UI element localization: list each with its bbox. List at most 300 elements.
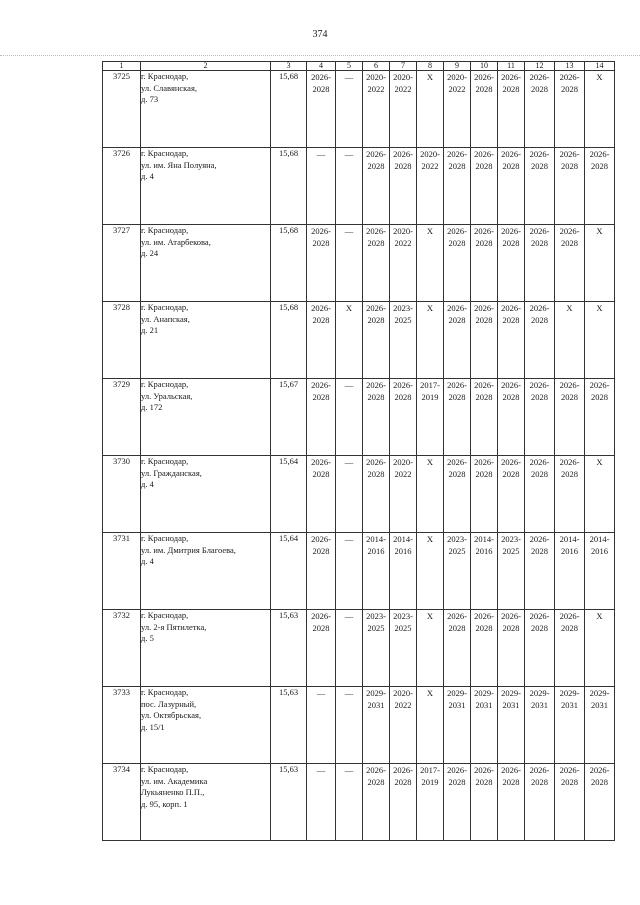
period-end: 2028: [475, 315, 493, 325]
period-start: 2026-: [311, 380, 331, 390]
period-cell: [417, 148, 444, 225]
period-cell: [471, 687, 498, 764]
period-start: 2026-: [501, 72, 521, 82]
address-line: г. Краснодар,: [141, 687, 189, 697]
table-row: [103, 764, 615, 841]
address-line: г. Краснодар,: [141, 456, 189, 466]
period-cell: [307, 302, 336, 379]
period-end: 2031: [591, 700, 608, 710]
period-cell: [525, 225, 555, 302]
period-start: 2023-: [447, 534, 467, 544]
period-start: 2026-: [393, 380, 413, 390]
period-start: 2026-: [474, 149, 494, 159]
period-cell: [555, 225, 585, 302]
address-line: ул. Уральская,: [141, 390, 193, 401]
period-start: 2026-: [311, 534, 331, 544]
period-end: 2028: [531, 623, 548, 633]
period-cell: [390, 71, 417, 148]
address-line: д. 4: [141, 556, 154, 566]
period-end: 2031: [475, 700, 493, 710]
address-line: г. Краснодар,: [141, 302, 189, 312]
period-start: 2014-: [393, 534, 413, 544]
period-cell: [390, 379, 417, 456]
period-cell: [498, 610, 525, 687]
period-end: 2022: [448, 84, 466, 94]
row-number: 3728: [103, 302, 141, 379]
period-end: 2028: [367, 392, 385, 402]
period-cell: [471, 610, 498, 687]
address-line: пос. Лазурный,: [141, 698, 197, 709]
period-start: 2026-: [366, 765, 386, 775]
period-end: 2028: [448, 315, 466, 325]
period-end: 2028: [448, 623, 466, 633]
table-row: [103, 302, 615, 379]
period-end: 2019: [421, 392, 439, 402]
address-line: г. Краснодар,: [141, 610, 189, 620]
period-start: 2026-: [559, 380, 580, 390]
period-start: 2020-: [393, 226, 413, 236]
period-start: 2029-: [474, 688, 494, 698]
period-end: 2028: [367, 469, 385, 479]
period-end: 2025: [394, 623, 412, 633]
register-table: [102, 61, 615, 841]
period-cell: [390, 148, 417, 225]
value-cell: 15,64: [271, 533, 307, 610]
period-end: 2028: [475, 238, 493, 248]
period-end: 2022: [367, 84, 385, 94]
row-number: 3731: [103, 533, 141, 610]
period-end: 2028: [531, 546, 548, 556]
period-end: 2028: [475, 392, 493, 402]
period-start: 2026-: [529, 611, 550, 621]
period-cell: [555, 148, 585, 225]
period-end: 2016: [475, 546, 493, 556]
period-cell: Х: [417, 687, 444, 764]
period-end: 2028: [312, 315, 330, 325]
period-start: 2026-: [589, 149, 610, 159]
period-cell: [525, 533, 555, 610]
period-cell: [498, 533, 525, 610]
row-number: 3732: [103, 610, 141, 687]
period-cell: [444, 148, 471, 225]
address-line: г. Краснодар,: [141, 533, 189, 543]
period-cell: —: [336, 610, 363, 687]
row-number: 3726: [103, 148, 141, 225]
period-start: 2026-: [559, 457, 580, 467]
period-start: 2026-: [501, 457, 521, 467]
period-cell: [444, 456, 471, 533]
period-cell: [555, 456, 585, 533]
period-cell: [307, 610, 336, 687]
period-cell: [471, 302, 498, 379]
period-end: 2028: [502, 777, 520, 787]
period-end: 2028: [591, 777, 608, 787]
period-cell: [555, 379, 585, 456]
period-start: 2026-: [474, 226, 494, 236]
period-cell: [444, 71, 471, 148]
period-cell: [525, 610, 555, 687]
period-start: 2026-: [559, 72, 580, 82]
period-start: 2026-: [393, 149, 413, 159]
column-header-12: 12: [525, 62, 555, 71]
column-header-8: 8: [417, 62, 444, 71]
period-end: 2028: [502, 623, 520, 633]
period-cell: —: [336, 533, 363, 610]
period-end: 2028: [591, 392, 608, 402]
period-start: 2026-: [559, 226, 580, 236]
period-end: 2028: [561, 777, 578, 787]
address-cell: [141, 533, 271, 610]
period-start: 2023-: [393, 303, 413, 313]
period-start: 2020-: [393, 72, 413, 82]
value-cell: 15,68: [271, 148, 307, 225]
period-cell: [307, 533, 336, 610]
table-row: [103, 687, 615, 764]
period-cell: Х: [417, 302, 444, 379]
row-number: 3730: [103, 456, 141, 533]
period-cell: [585, 687, 615, 764]
period-end: 2028: [531, 469, 548, 479]
period-end: 2028: [312, 238, 330, 248]
period-start: 2014-: [474, 534, 494, 544]
period-start: 2014-: [559, 534, 580, 544]
period-cell: [555, 71, 585, 148]
value-cell: 15,63: [271, 687, 307, 764]
period-start: 2017-: [420, 765, 440, 775]
header-row: [103, 62, 615, 71]
column-header-14: 14: [585, 62, 615, 71]
address-line: г. Краснодар,: [141, 225, 189, 235]
period-cell: [390, 610, 417, 687]
period-start: 2026-: [529, 303, 550, 313]
top-rule: [0, 55, 640, 56]
address-cell: [141, 687, 271, 764]
column-header-6: 6: [363, 62, 390, 71]
period-cell: Х: [417, 610, 444, 687]
period-end: 2028: [448, 161, 466, 171]
address-line: д. 5: [141, 633, 154, 643]
period-start: 2029-: [589, 688, 610, 698]
period-end: 2028: [531, 315, 548, 325]
period-end: 2028: [561, 84, 578, 94]
period-cell: [525, 687, 555, 764]
period-cell: [525, 148, 555, 225]
address-line: ул. 2-я Пятилетка,: [141, 621, 207, 632]
period-start: 2026-: [474, 72, 494, 82]
table-row: [103, 379, 615, 456]
period-end: 2028: [531, 161, 548, 171]
period-cell: [390, 764, 417, 841]
period-cell: [444, 225, 471, 302]
table-row: [103, 533, 615, 610]
column-header-7: 7: [390, 62, 417, 71]
period-cell: —: [336, 148, 363, 225]
period-cell: [498, 764, 525, 841]
period-start: 2026-: [393, 765, 413, 775]
period-cell: [444, 610, 471, 687]
period-end: 2031: [367, 700, 385, 710]
value-cell: 15,63: [271, 764, 307, 841]
period-cell: [363, 225, 390, 302]
period-cell: [498, 379, 525, 456]
period-start: 2026-: [474, 380, 494, 390]
period-end: 2028: [531, 84, 548, 94]
period-cell: [525, 71, 555, 148]
period-end: 2016: [367, 546, 385, 556]
period-start: 2026-: [447, 380, 467, 390]
table-row: [103, 225, 615, 302]
period-end: 2028: [475, 161, 493, 171]
address-line: ул. Гражданская,: [141, 467, 202, 478]
address-line: ул. Анапская,: [141, 313, 190, 324]
period-end: 2028: [448, 238, 466, 248]
period-end: 2028: [367, 315, 385, 325]
period-start: 2026-: [311, 457, 331, 467]
period-cell: Х: [585, 71, 615, 148]
table-row: [103, 148, 615, 225]
period-cell: [498, 302, 525, 379]
period-cell: [363, 379, 390, 456]
period-start: 2026-: [366, 149, 386, 159]
row-number: 3734: [103, 764, 141, 841]
row-number: 3727: [103, 225, 141, 302]
period-start: 2026-: [311, 303, 331, 313]
period-start: 2029-: [447, 688, 467, 698]
period-cell: —: [336, 456, 363, 533]
period-start: 2026-: [366, 303, 386, 313]
column-header-3: 3: [271, 62, 307, 71]
period-start: 2017-: [420, 380, 440, 390]
period-start: 2020-: [420, 149, 440, 159]
period-end: 2028: [448, 392, 466, 402]
period-start: 2014-: [366, 534, 386, 544]
period-start: 2026-: [366, 380, 386, 390]
period-start: 2026-: [529, 457, 550, 467]
period-start: 2029-: [529, 688, 550, 698]
period-cell: [363, 302, 390, 379]
period-cell: —: [307, 687, 336, 764]
period-end: 2028: [531, 238, 548, 248]
period-end: 2025: [502, 546, 520, 556]
period-end: 2028: [367, 161, 385, 171]
period-end: 2031: [531, 700, 548, 710]
period-cell: Х: [417, 225, 444, 302]
period-cell: [390, 225, 417, 302]
period-cell: [307, 379, 336, 456]
period-start: 2026-: [529, 72, 550, 82]
period-end: 2028: [312, 469, 330, 479]
column-header-9: 9: [444, 62, 471, 71]
address-line: ул. им. Яна Полуяна,: [141, 159, 217, 170]
period-start: 2026-: [529, 149, 550, 159]
period-start: 2026-: [501, 765, 521, 775]
period-cell: [363, 148, 390, 225]
address-cell: [141, 379, 271, 456]
address-line: г. Краснодар,: [141, 379, 189, 389]
period-end: 2028: [531, 777, 548, 787]
period-start: 2020-: [366, 72, 386, 82]
address-line: д. 172: [141, 402, 163, 412]
row-number: 3725: [103, 71, 141, 148]
period-cell: [498, 225, 525, 302]
period-cell: [555, 610, 585, 687]
value-cell: 15,67: [271, 379, 307, 456]
page-number: 374: [312, 29, 328, 40]
period-cell: [363, 533, 390, 610]
period-start: 2026-: [447, 611, 467, 621]
address-line: д. 95, корп. 1: [141, 798, 188, 809]
period-end: 2016: [591, 546, 608, 556]
period-end: 2028: [561, 469, 578, 479]
address-line: ул. Славянская,: [141, 82, 197, 93]
period-end: 2028: [394, 392, 412, 402]
period-cell: [307, 225, 336, 302]
column-header-2: 2: [141, 62, 271, 71]
period-cell: [363, 71, 390, 148]
period-end: 2025: [394, 315, 412, 325]
period-cell: [471, 533, 498, 610]
period-end: 2028: [502, 238, 520, 248]
period-start: 2023-: [501, 534, 521, 544]
period-cell: Х: [585, 456, 615, 533]
table-row: [103, 71, 615, 148]
period-end: 2028: [561, 161, 578, 171]
address-line: д. 24: [141, 248, 159, 258]
period-cell: [498, 456, 525, 533]
period-cell: Х: [417, 456, 444, 533]
period-cell: [471, 379, 498, 456]
period-cell: —: [336, 764, 363, 841]
period-cell: [585, 764, 615, 841]
period-end: 2016: [394, 546, 412, 556]
period-cell: [363, 456, 390, 533]
period-cell: [555, 764, 585, 841]
address-line: д. 4: [141, 171, 154, 181]
period-cell: [417, 379, 444, 456]
table-row: [103, 610, 615, 687]
period-start: 2026-: [559, 765, 580, 775]
value-cell: 15,64: [271, 456, 307, 533]
address-line: г. Краснодар,: [141, 148, 189, 158]
column-header-5: 5: [336, 62, 363, 71]
period-cell: Х: [585, 225, 615, 302]
period-cell: [555, 687, 585, 764]
period-end: 2028: [312, 392, 330, 402]
period-cell: [471, 456, 498, 533]
period-cell: [444, 764, 471, 841]
period-start: 2026-: [311, 72, 331, 82]
period-end: 2028: [367, 238, 385, 248]
address-cell: [141, 302, 271, 379]
period-cell: —: [336, 225, 363, 302]
period-cell: Х: [555, 302, 585, 379]
period-end: 2022: [394, 700, 412, 710]
period-cell: [585, 379, 615, 456]
period-cell: [417, 764, 444, 841]
period-start: 2023-: [393, 611, 413, 621]
period-cell: [307, 456, 336, 533]
period-start: 2026-: [529, 534, 550, 544]
period-end: 2028: [394, 777, 412, 787]
period-start: 2026-: [529, 380, 550, 390]
period-end: 2019: [421, 777, 439, 787]
period-start: 2020-: [393, 688, 413, 698]
period-cell: [471, 148, 498, 225]
period-end: 2028: [448, 777, 466, 787]
period-cell: Х: [417, 71, 444, 148]
period-cell: [498, 148, 525, 225]
period-end: 2031: [502, 700, 520, 710]
period-cell: [585, 148, 615, 225]
period-end: 2028: [312, 84, 330, 94]
period-start: 2026-: [501, 303, 521, 313]
column-header-4: 4: [307, 62, 336, 71]
period-cell: [498, 71, 525, 148]
period-end: 2028: [561, 623, 578, 633]
period-start: 2026-: [559, 149, 580, 159]
period-cell: [390, 456, 417, 533]
period-start: 2026-: [447, 226, 467, 236]
period-start: 2026-: [366, 226, 386, 236]
period-end: 2028: [561, 238, 578, 248]
period-start: 2026-: [366, 457, 386, 467]
period-start: 2026-: [311, 226, 331, 236]
period-start: 2026-: [529, 226, 550, 236]
table-row: [103, 456, 615, 533]
period-cell: Х: [417, 533, 444, 610]
period-cell: [471, 225, 498, 302]
period-end: 2022: [421, 161, 439, 171]
period-end: 2025: [367, 623, 385, 633]
period-cell: Х: [585, 302, 615, 379]
period-cell: —: [307, 764, 336, 841]
period-cell: [390, 302, 417, 379]
period-end: 2028: [394, 161, 412, 171]
period-start: 2026-: [474, 765, 494, 775]
period-end: 2022: [394, 84, 412, 94]
period-cell: [585, 533, 615, 610]
period-end: 2028: [475, 469, 493, 479]
address-cell: [141, 764, 271, 841]
column-header-1: 1: [103, 62, 141, 71]
address-line: г. Краснодар,: [141, 71, 189, 81]
address-line: ул. им. Академика: [141, 775, 208, 786]
period-end: 2028: [502, 84, 520, 94]
period-start: 2026-: [474, 457, 494, 467]
period-start: 2026-: [447, 303, 467, 313]
period-start: 2026-: [311, 611, 331, 621]
period-start: 2026-: [447, 457, 467, 467]
address-line: ул. им. Атарбекова,: [141, 236, 211, 247]
period-end: 2028: [502, 315, 520, 325]
address-line: д. 4: [141, 479, 154, 489]
period-start: 2026-: [589, 765, 610, 775]
period-cell: [525, 764, 555, 841]
period-cell: [444, 533, 471, 610]
period-end: 2028: [367, 777, 385, 787]
period-cell: [471, 71, 498, 148]
period-start: 2023-: [366, 611, 386, 621]
period-start: 2026-: [474, 611, 494, 621]
address-cell: [141, 225, 271, 302]
period-start: 2026-: [501, 226, 521, 236]
address-line: д. 21: [141, 325, 159, 335]
address-line: д. 15/1: [141, 721, 165, 732]
period-cell: [444, 379, 471, 456]
period-start: 2029-: [366, 688, 386, 698]
column-header-10: 10: [471, 62, 498, 71]
period-start: 2014-: [589, 534, 610, 544]
